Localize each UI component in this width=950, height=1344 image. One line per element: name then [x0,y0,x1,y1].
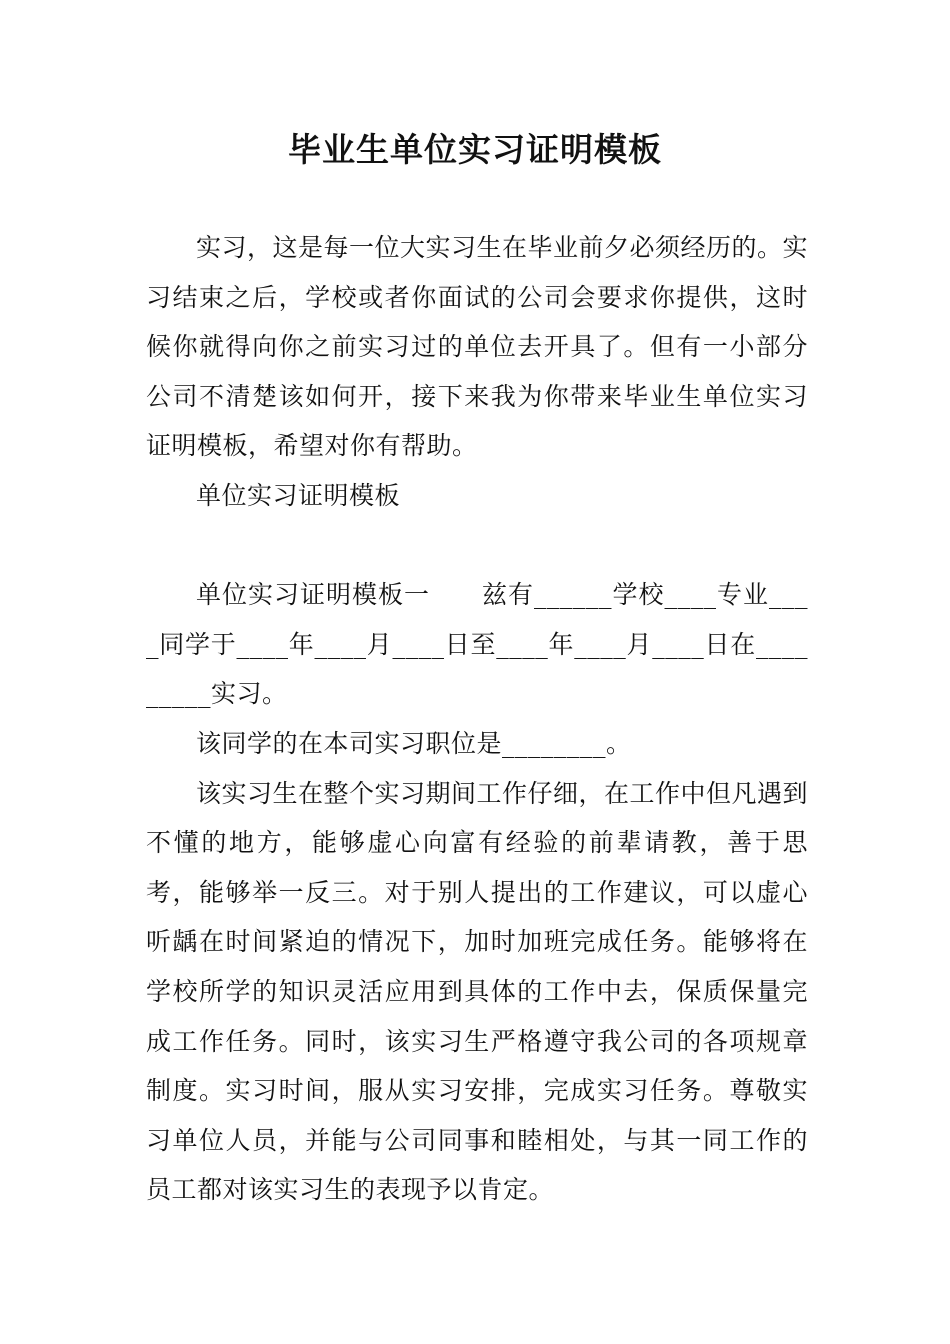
document-body [146,223,808,1215]
position-paragraph: 该同学的在本司实习职位是________。 [196,728,632,758]
section-heading: 单位实习证明模板 [196,480,401,510]
intro-paragraph: 实习，这是每一位大实习生在毕业前夕必须经历的。实习结束之后，学校或者你面试的公司会要求你提供，这时候你就得向你之前实习过的单位去开具了。但有一小部分公司不清楚该如何开，接下来我为你带来毕业生单位实习证明模板，希望对你有帮助。 [146,233,809,461]
evaluation-paragraph: 该实习生在整个实习期间工作仔细，在工作中但凡遇到不懂的地方，能够虚心向富有经验的前辈请教，善于思考，能够举一反三。对于别人提出的工作建议，可以虚心听龋在时间紧迫的情况下，加时加班完成任务。能够将在学校所学的知识灵活应用到具体的工作中去，保质保量完成工作任务。同时，该实习生严格遵守我公司的各项规章制度。实习时间，服从实习安排，完成实习任务。尊敬实习单位人员，并能与公司同事和睦相处，与其一同工作的员工都对该实习生的表现予以肯定。 [146,778,809,1205]
blank-line [146,521,808,571]
template-fill-paragraph: 单位实习证明模板一 兹有______学校____专业____同学于____年____月____日至____年____月____日在_________实习。 [146,580,808,709]
document-title: 毕业生单位实习证明模板 [288,130,662,169]
